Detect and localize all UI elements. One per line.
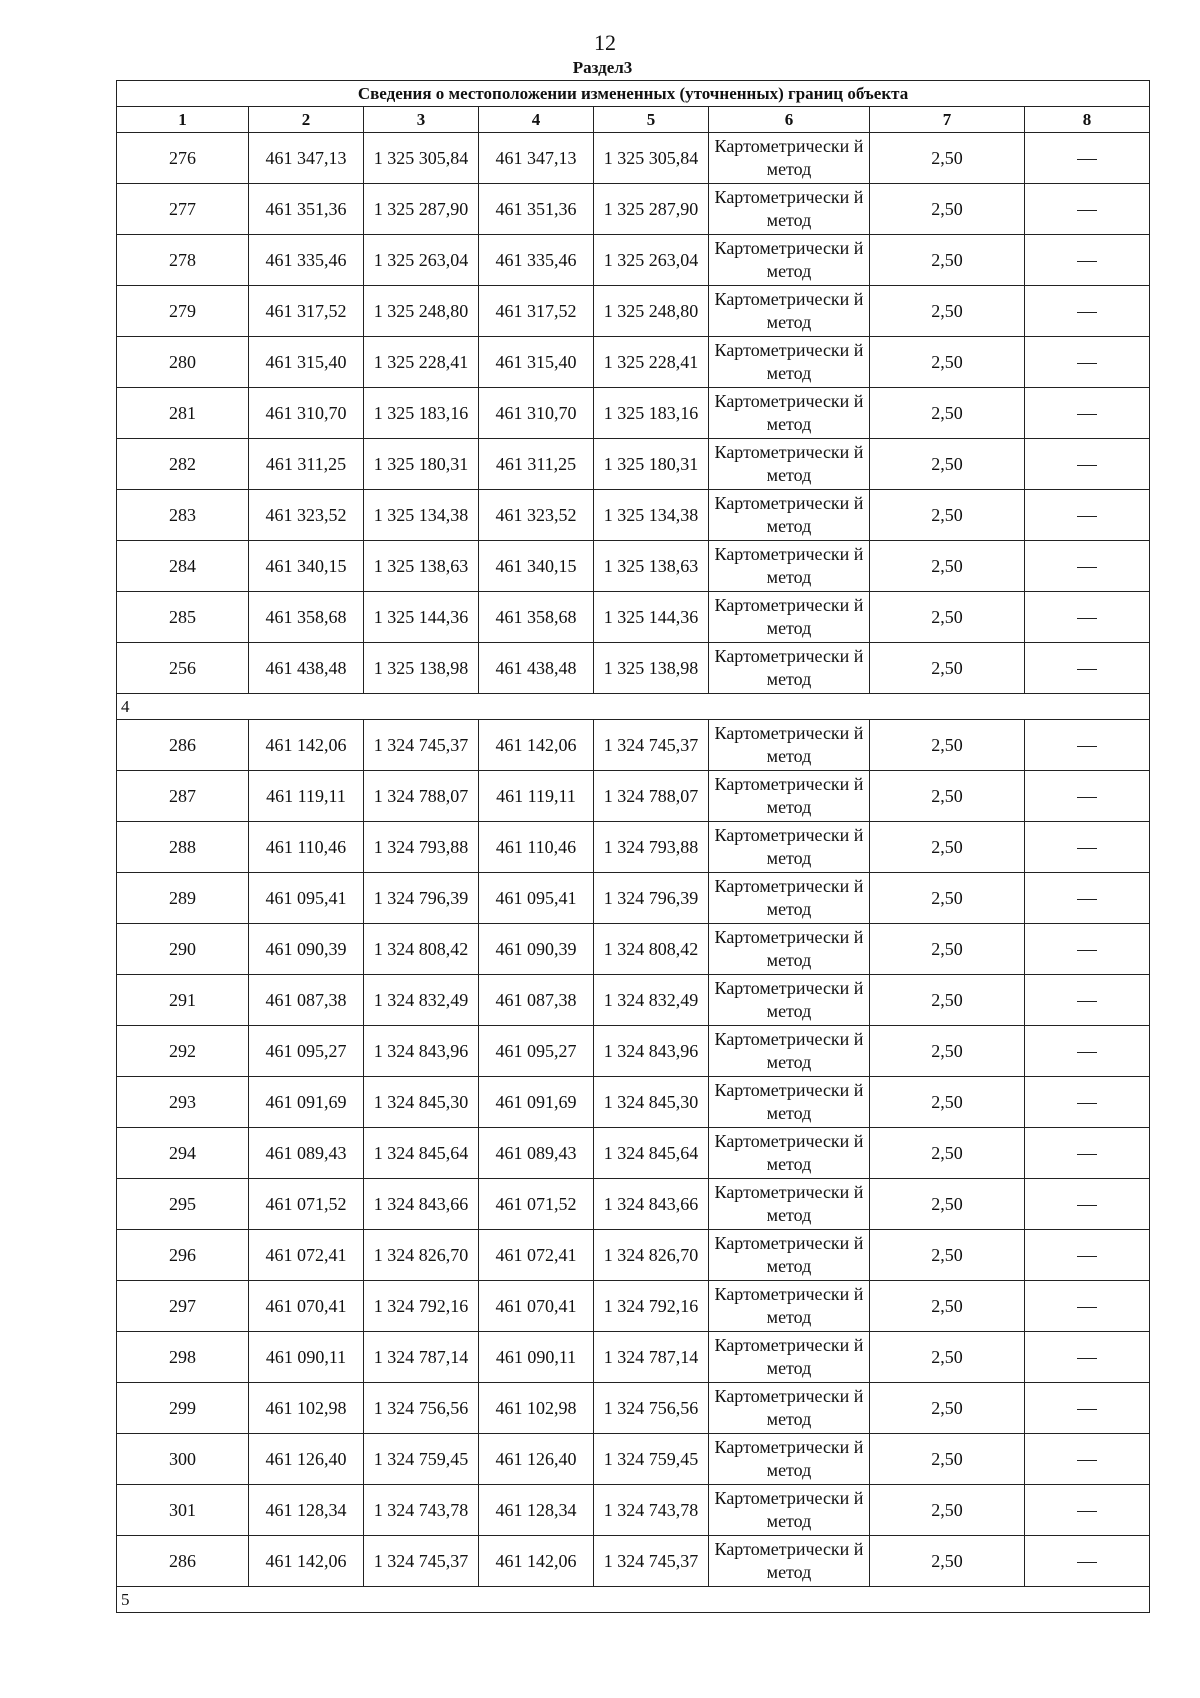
point-number-cell: 292 — [117, 1026, 249, 1077]
dash-icon — [1077, 1205, 1097, 1206]
method-cell: Картометрически й метод — [709, 822, 870, 873]
x-refined-cell: 461 089,43 — [479, 1128, 594, 1179]
y-existing-cell: 1 324 832,49 — [364, 975, 479, 1026]
empty-value-cell — [1025, 975, 1150, 1026]
point-number-cell: 277 — [117, 184, 249, 235]
accuracy-cell: 2,50 — [870, 1077, 1025, 1128]
y-refined-cell: 1 324 743,78 — [594, 1485, 709, 1536]
x-existing-cell: 461 095,41 — [249, 873, 364, 924]
x-existing-cell: 461 091,69 — [249, 1077, 364, 1128]
method-cell: Картометрически й метод — [709, 1230, 870, 1281]
x-existing-cell: 461 126,40 — [249, 1434, 364, 1485]
point-number-cell: 297 — [117, 1281, 249, 1332]
y-refined-cell: 1 324 845,64 — [594, 1128, 709, 1179]
x-refined-cell: 461 095,41 — [479, 873, 594, 924]
table-row — [117, 873, 1150, 924]
accuracy-cell: 2,50 — [870, 1281, 1025, 1332]
y-existing-cell: 1 325 138,63 — [364, 541, 479, 592]
x-existing-cell: 461 102,98 — [249, 1383, 364, 1434]
y-existing-cell: 1 324 787,14 — [364, 1332, 479, 1383]
section-title: Раздел3 — [572, 58, 633, 77]
y-refined-cell: 1 324 832,49 — [594, 975, 709, 1026]
empty-value-cell — [1025, 1383, 1150, 1434]
y-refined-cell: 1 324 788,07 — [594, 771, 709, 822]
y-existing-cell: 1 325 287,90 — [364, 184, 479, 235]
method-cell: Картометрически й метод — [709, 490, 870, 541]
y-refined-cell: 1 325 144,36 — [594, 592, 709, 643]
y-existing-cell: 1 324 796,39 — [364, 873, 479, 924]
column-number-row — [117, 107, 1150, 133]
x-refined-cell: 461 119,11 — [479, 771, 594, 822]
column-number: 6 — [709, 107, 870, 133]
accuracy-cell: 2,50 — [870, 541, 1025, 592]
x-existing-cell: 461 070,41 — [249, 1281, 364, 1332]
y-existing-cell: 1 325 305,84 — [364, 133, 479, 184]
dash-icon — [1077, 1256, 1097, 1257]
point-number-cell: 256 — [117, 643, 249, 694]
empty-value-cell — [1025, 771, 1150, 822]
dash-icon — [1077, 1307, 1097, 1308]
x-existing-cell: 461 358,68 — [249, 592, 364, 643]
y-existing-cell: 1 325 138,98 — [364, 643, 479, 694]
table-row — [117, 184, 1150, 235]
dash-icon — [1077, 1460, 1097, 1461]
y-refined-cell: 1 324 843,96 — [594, 1026, 709, 1077]
accuracy-cell: 2,50 — [870, 873, 1025, 924]
y-refined-cell: 1 325 305,84 — [594, 133, 709, 184]
column-number: 4 — [479, 107, 594, 133]
x-refined-cell: 461 090,11 — [479, 1332, 594, 1383]
point-number-cell: 283 — [117, 490, 249, 541]
empty-value-cell — [1025, 592, 1150, 643]
empty-value-cell — [1025, 1230, 1150, 1281]
table-row — [117, 720, 1150, 771]
empty-value-cell — [1025, 1128, 1150, 1179]
method-cell: Картометрически й метод — [709, 592, 870, 643]
x-refined-cell: 461 323,52 — [479, 490, 594, 541]
dash-icon — [1077, 159, 1097, 160]
y-refined-cell: 1 324 759,45 — [594, 1434, 709, 1485]
x-existing-cell: 461 323,52 — [249, 490, 364, 541]
table-row — [117, 541, 1150, 592]
method-cell: Картометрически й метод — [709, 235, 870, 286]
method-cell: Картометрически й метод — [709, 975, 870, 1026]
point-number-cell: 296 — [117, 1230, 249, 1281]
method-cell: Картометрически й метод — [709, 1077, 870, 1128]
point-number-cell: 293 — [117, 1077, 249, 1128]
y-existing-cell: 1 324 845,64 — [364, 1128, 479, 1179]
table-row — [117, 286, 1150, 337]
accuracy-cell: 2,50 — [870, 235, 1025, 286]
y-refined-cell: 1 324 787,14 — [594, 1332, 709, 1383]
table-row — [117, 1332, 1150, 1383]
x-refined-cell: 461 315,40 — [479, 337, 594, 388]
x-existing-cell: 461 072,41 — [249, 1230, 364, 1281]
table-row — [117, 822, 1150, 873]
dash-icon — [1077, 1358, 1097, 1359]
y-existing-cell: 1 324 756,56 — [364, 1383, 479, 1434]
y-refined-cell: 1 324 845,30 — [594, 1077, 709, 1128]
method-cell: Картометрически й метод — [709, 337, 870, 388]
table-row — [117, 490, 1150, 541]
method-cell: Картометрически й метод — [709, 771, 870, 822]
dash-icon — [1077, 950, 1097, 951]
table-row — [117, 133, 1150, 184]
empty-value-cell — [1025, 541, 1150, 592]
empty-value-cell — [1025, 1332, 1150, 1383]
dash-icon — [1077, 797, 1097, 798]
method-cell: Картометрически й метод — [709, 1179, 870, 1230]
accuracy-cell: 2,50 — [870, 1485, 1025, 1536]
accuracy-cell: 2,50 — [870, 490, 1025, 541]
dash-icon — [1077, 746, 1097, 747]
accuracy-cell: 2,50 — [870, 822, 1025, 873]
y-existing-cell: 1 325 248,80 — [364, 286, 479, 337]
column-number: 7 — [870, 107, 1025, 133]
column-number: 8 — [1025, 107, 1150, 133]
x-refined-cell: 461 110,46 — [479, 822, 594, 873]
y-refined-cell: 1 325 180,31 — [594, 439, 709, 490]
empty-value-cell — [1025, 1536, 1150, 1587]
y-existing-cell: 1 325 263,04 — [364, 235, 479, 286]
table-row — [117, 1383, 1150, 1434]
x-refined-cell: 461 340,15 — [479, 541, 594, 592]
point-number-cell: 280 — [117, 337, 249, 388]
y-existing-cell: 1 324 845,30 — [364, 1077, 479, 1128]
point-number-cell: 295 — [117, 1179, 249, 1230]
x-refined-cell: 461 358,68 — [479, 592, 594, 643]
contour-number: 5 — [117, 1587, 1150, 1613]
table-row — [117, 1077, 1150, 1128]
point-number-cell: 288 — [117, 822, 249, 873]
method-cell: Картометрически й метод — [709, 1383, 870, 1434]
dash-icon — [1077, 669, 1097, 670]
table-row — [117, 924, 1150, 975]
accuracy-cell: 2,50 — [870, 133, 1025, 184]
method-cell: Картометрически й метод — [709, 1332, 870, 1383]
x-refined-cell: 461 438,48 — [479, 643, 594, 694]
x-refined-cell: 461 091,69 — [479, 1077, 594, 1128]
empty-value-cell — [1025, 235, 1150, 286]
table-row — [117, 388, 1150, 439]
x-existing-cell: 461 089,43 — [249, 1128, 364, 1179]
empty-value-cell — [1025, 490, 1150, 541]
point-number-cell: 286 — [117, 720, 249, 771]
method-cell: Картометрически й метод — [709, 133, 870, 184]
x-existing-cell: 461 340,15 — [249, 541, 364, 592]
table-row — [117, 235, 1150, 286]
dash-icon — [1077, 1562, 1097, 1563]
dash-icon — [1077, 899, 1097, 900]
x-refined-cell: 461 347,13 — [479, 133, 594, 184]
y-refined-cell: 1 325 248,80 — [594, 286, 709, 337]
point-number-cell: 282 — [117, 439, 249, 490]
method-cell: Картометрически й метод — [709, 184, 870, 235]
dash-icon — [1077, 848, 1097, 849]
y-existing-cell: 1 325 183,16 — [364, 388, 479, 439]
table-row — [117, 1434, 1150, 1485]
x-refined-cell: 461 128,34 — [479, 1485, 594, 1536]
empty-value-cell — [1025, 388, 1150, 439]
x-existing-cell: 461 119,11 — [249, 771, 364, 822]
x-refined-cell: 461 142,06 — [479, 1536, 594, 1587]
x-existing-cell: 461 142,06 — [249, 720, 364, 771]
accuracy-cell: 2,50 — [870, 1383, 1025, 1434]
contour-separator-row — [117, 694, 1150, 720]
y-refined-cell: 1 324 745,37 — [594, 1536, 709, 1587]
x-existing-cell: 461 335,46 — [249, 235, 364, 286]
table-row — [117, 643, 1150, 694]
x-existing-cell: 461 095,27 — [249, 1026, 364, 1077]
column-number: 3 — [364, 107, 479, 133]
accuracy-cell: 2,50 — [870, 975, 1025, 1026]
x-existing-cell: 461 071,52 — [249, 1179, 364, 1230]
dash-icon — [1077, 618, 1097, 619]
y-existing-cell: 1 325 228,41 — [364, 337, 479, 388]
point-number-cell: 289 — [117, 873, 249, 924]
table-row — [117, 1230, 1150, 1281]
dash-icon — [1077, 516, 1097, 517]
method-cell: Картометрически й метод — [709, 388, 870, 439]
page-number: 12 — [594, 30, 616, 55]
point-number-cell: 290 — [117, 924, 249, 975]
method-cell: Картометрически й метод — [709, 873, 870, 924]
column-number: 1 — [117, 107, 249, 133]
point-number-cell: 287 — [117, 771, 249, 822]
dash-icon — [1077, 1154, 1097, 1155]
accuracy-cell: 2,50 — [870, 592, 1025, 643]
x-refined-cell: 461 102,98 — [479, 1383, 594, 1434]
table-row — [117, 1179, 1150, 1230]
y-existing-cell: 1 324 826,70 — [364, 1230, 479, 1281]
point-number-cell: 298 — [117, 1332, 249, 1383]
accuracy-cell: 2,50 — [870, 439, 1025, 490]
y-existing-cell: 1 325 144,36 — [364, 592, 479, 643]
point-number-cell: 301 — [117, 1485, 249, 1536]
method-cell: Картометрически й метод — [709, 439, 870, 490]
dash-icon — [1077, 1409, 1097, 1410]
empty-value-cell — [1025, 822, 1150, 873]
y-existing-cell: 1 324 808,42 — [364, 924, 479, 975]
dash-icon — [1077, 312, 1097, 313]
accuracy-cell: 2,50 — [870, 720, 1025, 771]
accuracy-cell: 2,50 — [870, 1128, 1025, 1179]
table-row — [117, 592, 1150, 643]
x-existing-cell: 461 317,52 — [249, 286, 364, 337]
accuracy-cell: 2,50 — [870, 1026, 1025, 1077]
empty-value-cell — [1025, 1485, 1150, 1536]
x-refined-cell: 461 095,27 — [479, 1026, 594, 1077]
column-number: 2 — [249, 107, 364, 133]
y-refined-cell: 1 325 134,38 — [594, 490, 709, 541]
y-refined-cell: 1 324 792,16 — [594, 1281, 709, 1332]
dash-icon — [1077, 1052, 1097, 1053]
point-number-cell: 299 — [117, 1383, 249, 1434]
accuracy-cell: 2,50 — [870, 337, 1025, 388]
x-refined-cell: 461 070,41 — [479, 1281, 594, 1332]
y-existing-cell: 1 324 793,88 — [364, 822, 479, 873]
x-existing-cell: 461 090,11 — [249, 1332, 364, 1383]
empty-value-cell — [1025, 873, 1150, 924]
table-row — [117, 1026, 1150, 1077]
y-refined-cell: 1 324 756,56 — [594, 1383, 709, 1434]
point-number-cell: 284 — [117, 541, 249, 592]
column-number: 5 — [594, 107, 709, 133]
dash-icon — [1077, 1001, 1097, 1002]
point-number-cell: 279 — [117, 286, 249, 337]
empty-value-cell — [1025, 184, 1150, 235]
x-existing-cell: 461 128,34 — [249, 1485, 364, 1536]
accuracy-cell: 2,50 — [870, 388, 1025, 439]
point-number-cell: 294 — [117, 1128, 249, 1179]
method-cell: Картометрически й метод — [709, 1281, 870, 1332]
method-cell: Картометрически й метод — [709, 1026, 870, 1077]
x-refined-cell: 461 072,41 — [479, 1230, 594, 1281]
y-existing-cell: 1 324 743,78 — [364, 1485, 479, 1536]
table-caption: Сведения о местоположении измененных (уточненных) границ объекта — [117, 81, 1150, 107]
empty-value-cell — [1025, 1179, 1150, 1230]
y-existing-cell: 1 324 843,66 — [364, 1179, 479, 1230]
method-cell: Картометрически й метод — [709, 643, 870, 694]
x-refined-cell: 461 142,06 — [479, 720, 594, 771]
empty-value-cell — [1025, 924, 1150, 975]
method-cell: Картометрически й метод — [709, 1536, 870, 1587]
point-number-cell: 278 — [117, 235, 249, 286]
method-cell: Картометрически й метод — [709, 1485, 870, 1536]
method-cell: Картометрически й метод — [709, 1434, 870, 1485]
y-refined-cell: 1 324 808,42 — [594, 924, 709, 975]
coordinates-table — [116, 80, 1150, 1613]
y-existing-cell: 1 324 745,37 — [364, 720, 479, 771]
empty-value-cell — [1025, 643, 1150, 694]
dash-icon — [1077, 363, 1097, 364]
x-existing-cell: 461 090,39 — [249, 924, 364, 975]
y-existing-cell: 1 324 788,07 — [364, 771, 479, 822]
method-cell: Картометрически й метод — [709, 541, 870, 592]
table-row — [117, 771, 1150, 822]
empty-value-cell — [1025, 1026, 1150, 1077]
empty-value-cell — [1025, 286, 1150, 337]
y-refined-cell: 1 324 843,66 — [594, 1179, 709, 1230]
y-refined-cell: 1 325 228,41 — [594, 337, 709, 388]
contour-number: 4 — [117, 694, 1150, 720]
y-existing-cell: 1 325 180,31 — [364, 439, 479, 490]
y-existing-cell: 1 324 745,37 — [364, 1536, 479, 1587]
point-number-cell: 291 — [117, 975, 249, 1026]
empty-value-cell — [1025, 1434, 1150, 1485]
y-existing-cell: 1 324 843,96 — [364, 1026, 479, 1077]
y-existing-cell: 1 324 759,45 — [364, 1434, 479, 1485]
table-row — [117, 337, 1150, 388]
y-refined-cell: 1 324 793,88 — [594, 822, 709, 873]
point-number-cell: 300 — [117, 1434, 249, 1485]
dash-icon — [1077, 465, 1097, 466]
dash-icon — [1077, 567, 1097, 568]
point-number-cell: 285 — [117, 592, 249, 643]
table-caption-row — [117, 81, 1150, 107]
y-refined-cell: 1 325 138,98 — [594, 643, 709, 694]
method-cell: Картометрически й метод — [709, 720, 870, 771]
method-cell: Картометрически й метод — [709, 924, 870, 975]
point-number-cell: 276 — [117, 133, 249, 184]
empty-value-cell — [1025, 720, 1150, 771]
dash-icon — [1077, 210, 1097, 211]
x-existing-cell: 461 311,25 — [249, 439, 364, 490]
x-refined-cell: 461 090,39 — [479, 924, 594, 975]
y-refined-cell: 1 325 138,63 — [594, 541, 709, 592]
dash-icon — [1077, 1511, 1097, 1512]
accuracy-cell: 2,50 — [870, 1230, 1025, 1281]
y-refined-cell: 1 324 826,70 — [594, 1230, 709, 1281]
x-refined-cell: 461 071,52 — [479, 1179, 594, 1230]
y-existing-cell: 1 325 134,38 — [364, 490, 479, 541]
y-refined-cell: 1 325 263,04 — [594, 235, 709, 286]
x-existing-cell: 461 087,38 — [249, 975, 364, 1026]
empty-value-cell — [1025, 1281, 1150, 1332]
table-row — [117, 975, 1150, 1026]
dash-icon — [1077, 1103, 1097, 1104]
dash-icon — [1077, 261, 1097, 262]
accuracy-cell: 2,50 — [870, 771, 1025, 822]
x-refined-cell: 461 310,70 — [479, 388, 594, 439]
x-existing-cell: 461 142,06 — [249, 1536, 364, 1587]
accuracy-cell: 2,50 — [870, 1536, 1025, 1587]
x-existing-cell: 461 351,36 — [249, 184, 364, 235]
x-refined-cell: 461 087,38 — [479, 975, 594, 1026]
accuracy-cell: 2,50 — [870, 184, 1025, 235]
x-existing-cell: 461 347,13 — [249, 133, 364, 184]
x-refined-cell: 461 335,46 — [479, 235, 594, 286]
x-existing-cell: 461 310,70 — [249, 388, 364, 439]
accuracy-cell: 2,50 — [870, 643, 1025, 694]
x-existing-cell: 461 315,40 — [249, 337, 364, 388]
table-row — [117, 439, 1150, 490]
empty-value-cell — [1025, 439, 1150, 490]
accuracy-cell: 2,50 — [870, 924, 1025, 975]
dash-icon — [1077, 414, 1097, 415]
y-refined-cell: 1 325 183,16 — [594, 388, 709, 439]
x-refined-cell: 461 311,25 — [479, 439, 594, 490]
table-row — [117, 1536, 1150, 1587]
accuracy-cell: 2,50 — [870, 1434, 1025, 1485]
y-refined-cell: 1 324 796,39 — [594, 873, 709, 924]
accuracy-cell: 2,50 — [870, 1332, 1025, 1383]
point-number-cell: 281 — [117, 388, 249, 439]
y-refined-cell: 1 325 287,90 — [594, 184, 709, 235]
table-row — [117, 1485, 1150, 1536]
x-refined-cell: 461 126,40 — [479, 1434, 594, 1485]
method-cell: Картометрически й метод — [709, 286, 870, 337]
x-existing-cell: 461 438,48 — [249, 643, 364, 694]
point-number-cell: 286 — [117, 1536, 249, 1587]
accuracy-cell: 2,50 — [870, 1179, 1025, 1230]
empty-value-cell — [1025, 1077, 1150, 1128]
empty-value-cell — [1025, 133, 1150, 184]
method-cell: Картометрически й метод — [709, 1128, 870, 1179]
accuracy-cell: 2,50 — [870, 286, 1025, 337]
empty-value-cell — [1025, 337, 1150, 388]
table-row — [117, 1128, 1150, 1179]
table-row — [117, 1281, 1150, 1332]
x-existing-cell: 461 110,46 — [249, 822, 364, 873]
y-refined-cell: 1 324 745,37 — [594, 720, 709, 771]
y-existing-cell: 1 324 792,16 — [364, 1281, 479, 1332]
x-refined-cell: 461 317,52 — [479, 286, 594, 337]
contour-separator-row — [117, 1587, 1150, 1613]
x-refined-cell: 461 351,36 — [479, 184, 594, 235]
